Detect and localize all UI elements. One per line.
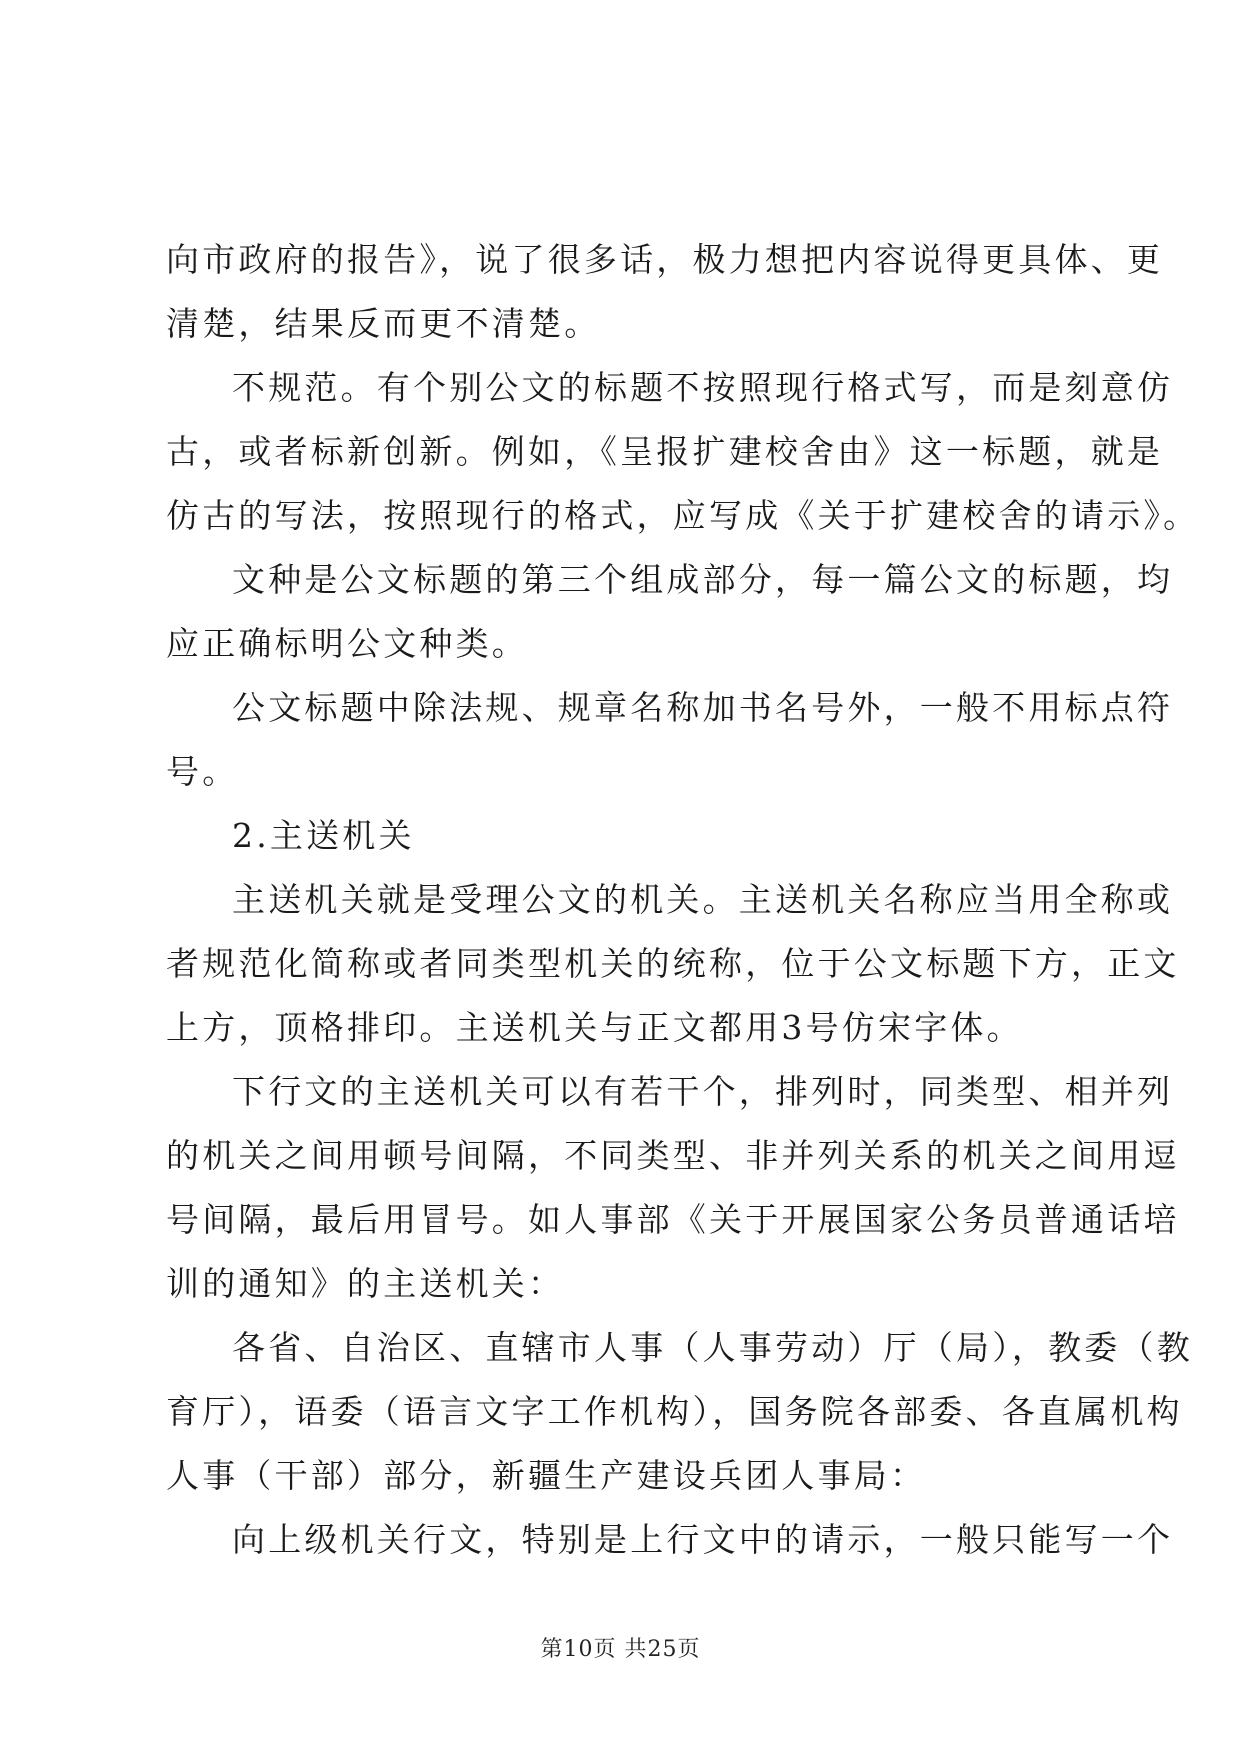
text-line: 上方，顶格排印。主送机关与正文都用3号仿宋字体。	[166, 1008, 1023, 1047]
document-body	[166, 228, 1200, 1572]
paragraph-start-line: 下行文的主送机关可以有若干个，排列时，同类型、相并列	[232, 1072, 1174, 1111]
text-line: 号。	[166, 752, 239, 791]
paragraph-start-line: 公文标题中除法规、规章名称加书名号外，一般不用标点符	[232, 688, 1174, 727]
text-line: 古，或者标新创新。例如，《呈报扩建校舍由》这一标题，就是	[166, 432, 1164, 471]
text-line: 号间隔，最后用冒号。如人事部《关于开展国家公务员普通话培	[166, 1200, 1180, 1239]
paragraph-start-line: 不规范。有个别公文的标题不按照现行格式写，而是刻意仿	[232, 368, 1174, 407]
paragraph-start-line: 向上级机关行文，特别是上行文中的请示，一般只能写一个	[232, 1520, 1174, 1559]
text-line: 训的通知》的主送机关：	[166, 1264, 565, 1303]
section-heading: 2.主送机关	[232, 816, 415, 855]
paragraph-start-line: 各省、自治区、直辖市人事（人事劳动）厅（局），教委（教	[232, 1328, 1193, 1367]
text-line: 人事（干部）部分，新疆生产建设兵团人事局：	[166, 1456, 927, 1495]
text-line: 清楚，结果反而更不清楚。	[166, 304, 601, 343]
text-line: 向市政府的报告》，说了很多话，极力想把内容说得更具体、更	[166, 240, 1164, 279]
paragraph-start-line: 文种是公文标题的第三个组成部分，每一篇公文的标题，均	[232, 560, 1174, 599]
text-line: 仿古的写法，按照现行的格式，应写成《关于扩建校舍的请示》。	[166, 496, 1200, 535]
text-line: 应正确标明公文种类。	[166, 624, 528, 663]
text-line: 者规范化简称或者同类型机关的统称，位于公文标题下方，正文	[166, 944, 1180, 983]
text-line: 的机关之间用顿号间隔，不同类型、非并列关系的机关之间用逗	[166, 1136, 1180, 1175]
text-line: 育厅），语委（语言文字工作机构），国务院各部委、各直属机构	[166, 1392, 1183, 1431]
paragraph-start-line: 主送机关就是受理公文的机关。主送机关名称应当用全称或	[232, 880, 1174, 919]
page-number-footer: 第10页 共25页	[540, 1637, 701, 1662]
